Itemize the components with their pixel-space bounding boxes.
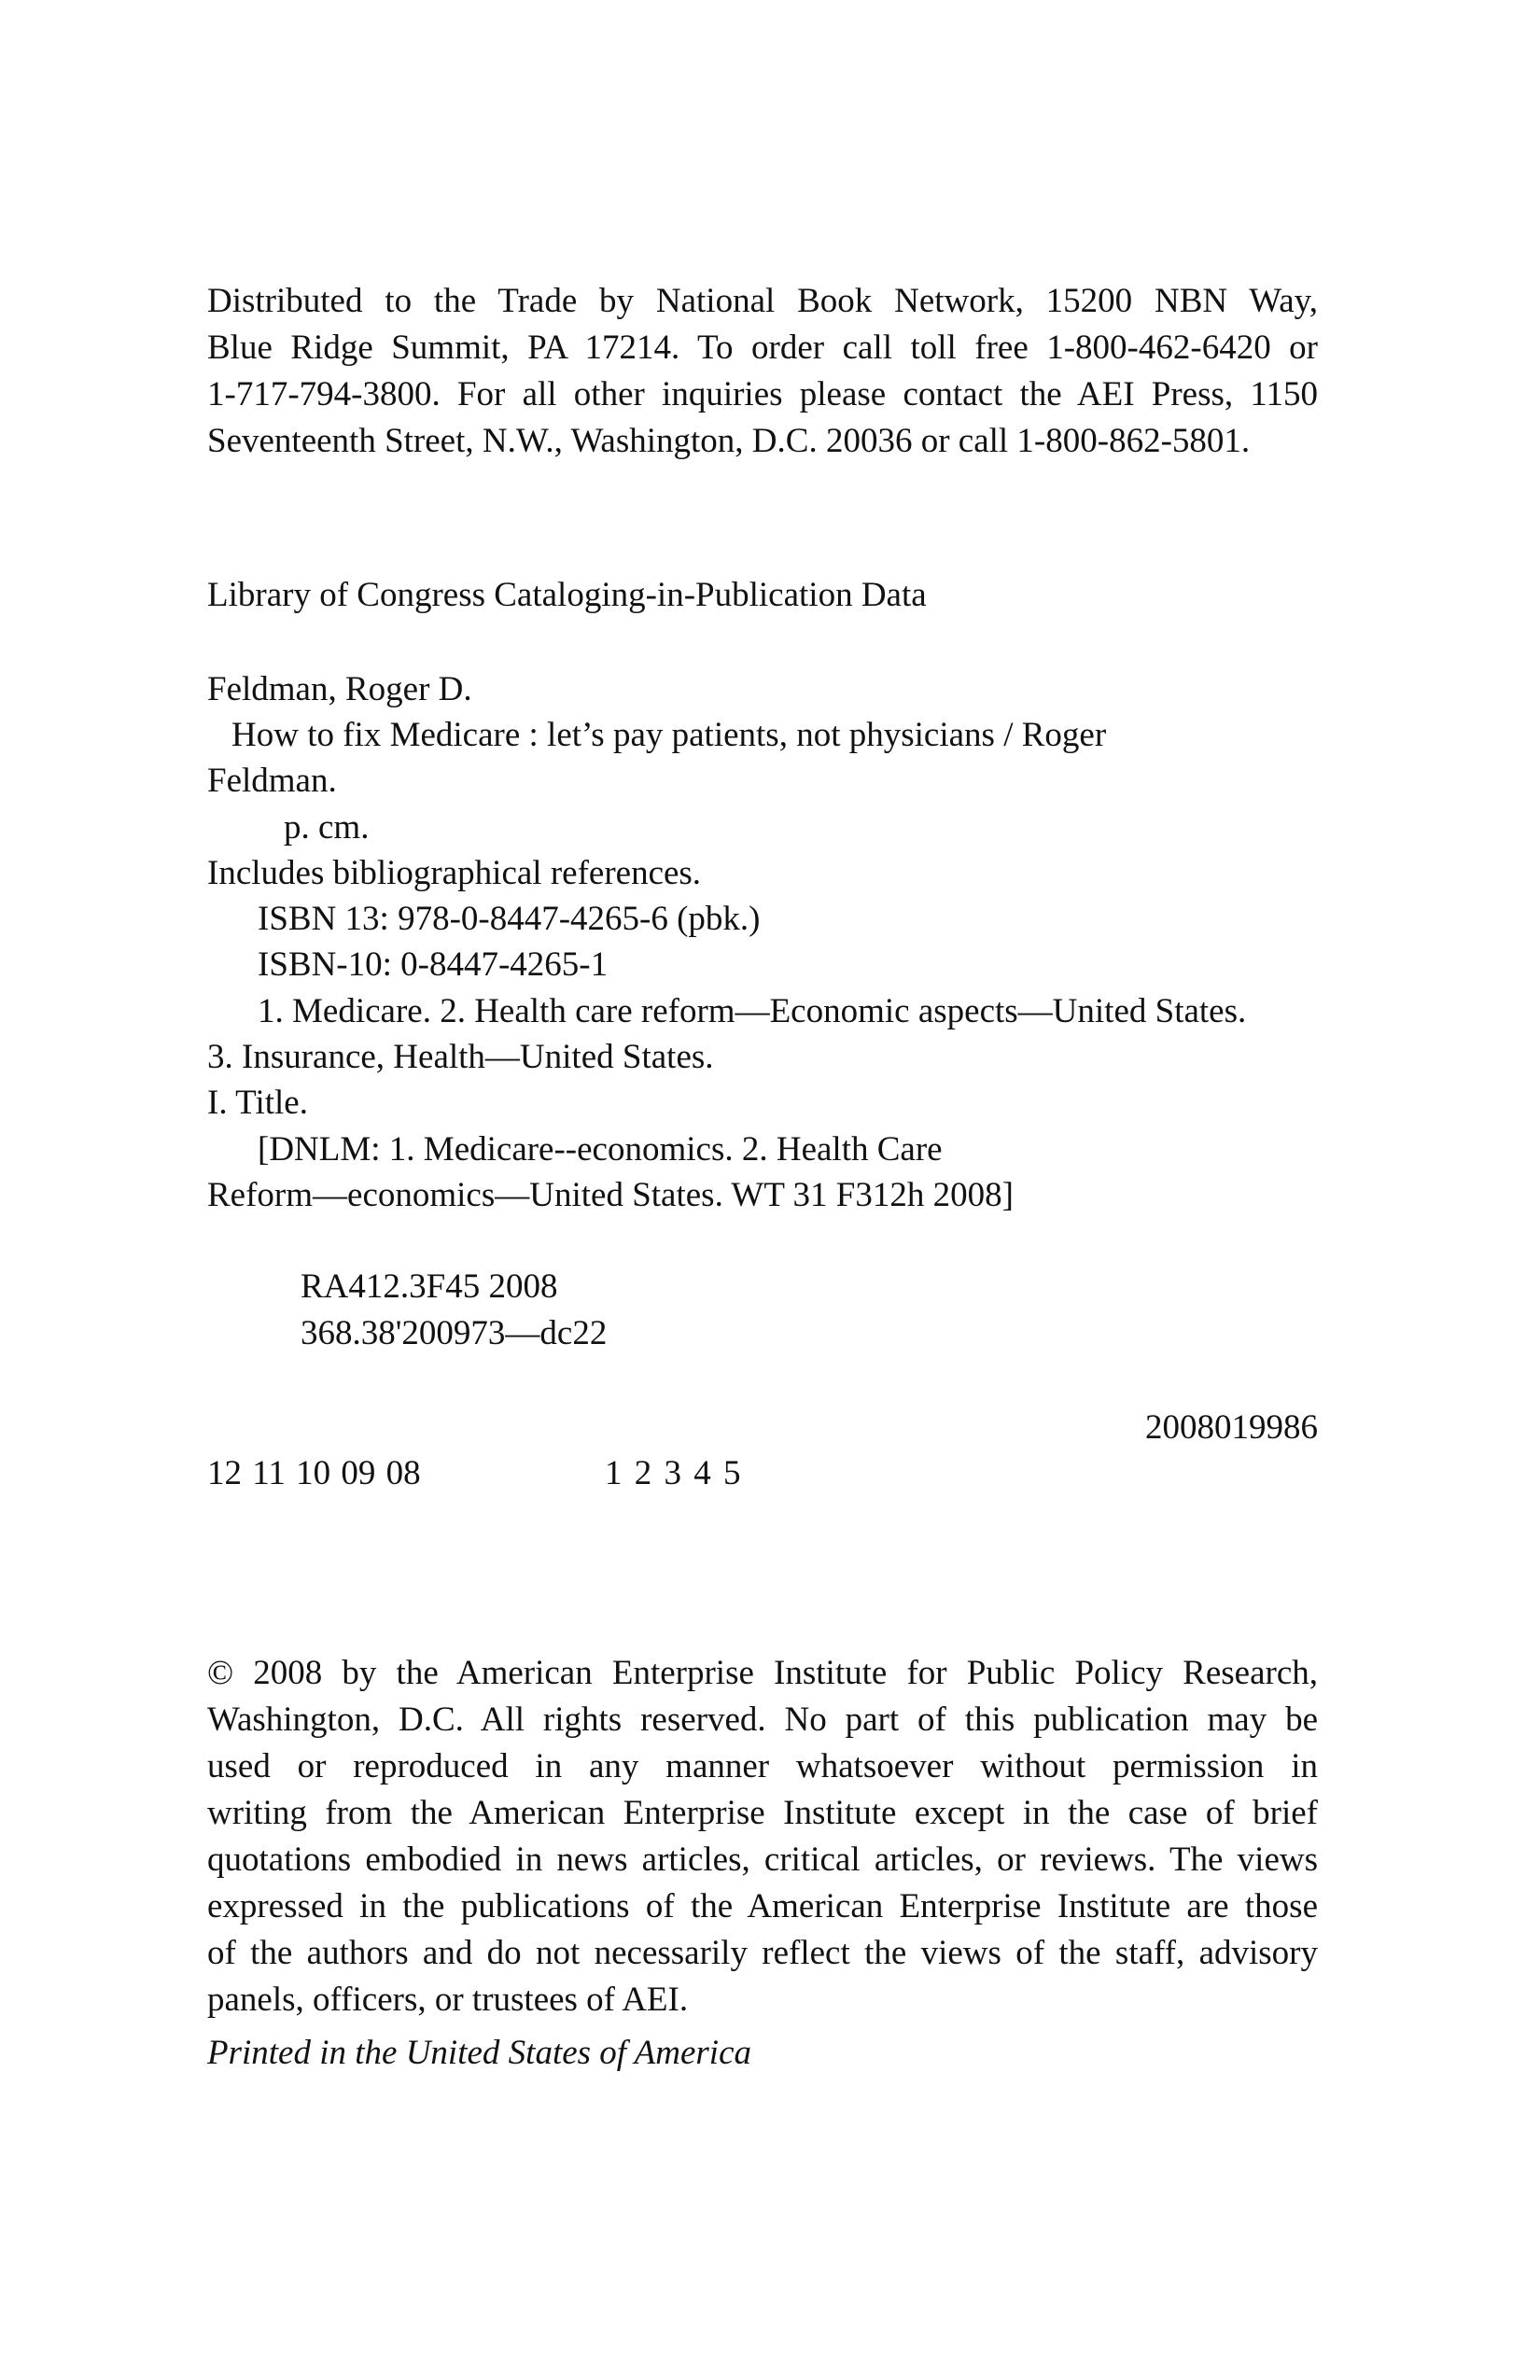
cip-subjects-line: 1. Medicare. 2. Health care reform—Economic aspects—United States. — [258, 992, 1247, 1030]
cip-title-line: Feldman. — [207, 762, 337, 800]
distribution-line: Seventeenth Street, N.W., Washington, D.C. 20036 or call 1-800-862-5801. — [207, 422, 1251, 460]
printed-in: Printed in the United States of America — [207, 2034, 752, 2072]
cip-lccn: 2008019986 — [1145, 1408, 1318, 1447]
cip-lc-class: RA412.3F45 2008 — [301, 1267, 558, 1306]
copyright-line: quotations embodied in news articles, critical articles, or reviews. The views — [207, 1841, 1318, 1879]
distribution-line: 1-717-794-3800. For all other inquiries please contact the AEI Press, 1150 — [207, 375, 1318, 413]
cip-dewey: 368.38'200973—dc22 — [301, 1314, 608, 1352]
cip-dnlm-line: Reform—economics—United States. WT 31 F312h 2008] — [207, 1176, 1014, 1214]
cip-author: Feldman, Roger D. — [207, 670, 472, 708]
cip-title-line: How to fix Medicare : let’s pay patients, not physicians / Roger — [231, 716, 1107, 754]
cip-bibliography: Includes bibliographical references. — [207, 854, 702, 892]
cip-isbn13: ISBN 13: 978-0-8447-4265-6 (pbk.) — [258, 900, 761, 938]
cip-subjects-line: 3. Insurance, Health—United States. — [207, 1038, 714, 1076]
cip-heading: Library of Congress Cataloging-in-Publication Data — [207, 576, 927, 614]
printing-years: 12 11 10 09 08 — [207, 1454, 421, 1492]
copyright-line: © 2008 by the American Enterprise Institute for Public Policy Research, — [207, 1654, 1318, 1692]
copyright-line: writing from the American Enterprise Institute except in the case of brief — [207, 1794, 1318, 1832]
copyright-line: of the authors and do not necessarily reflect the views of the staff, advisory — [207, 1934, 1318, 1972]
distribution-paragraph — [207, 278, 1318, 465]
copyright-line: expressed in the publications of the American Enterprise Institute are those — [207, 1887, 1318, 1925]
cip-pagination: p. cm. — [284, 808, 370, 847]
copyright-line: panels, officers, or trustees of AEI. — [207, 1981, 689, 2019]
distribution-line: Distributed to the Trade by National Book Network, 15200 NBN Way, — [207, 282, 1318, 320]
distribution-line: Blue Ridge Summit, PA 17214. To order call toll free 1-800-462-6420 or — [207, 329, 1318, 367]
copyright-line: Washington, D.C. All rights reserved. No part of this publication may be — [207, 1701, 1318, 1739]
printing-numbers: 1 2 3 4 5 — [605, 1454, 741, 1492]
copyright-line: used or reproduced in any manner whatsoever without permission in — [207, 1747, 1318, 1785]
copyright-paragraph — [207, 1650, 1318, 2023]
cip-title-entry: I. Title. — [207, 1084, 308, 1122]
cip-dnlm-line: [DNLM: 1. Medicare--economics. 2. Health Care — [258, 1130, 943, 1169]
cip-isbn10: ISBN-10: 0-8447-4265-1 — [258, 945, 609, 984]
